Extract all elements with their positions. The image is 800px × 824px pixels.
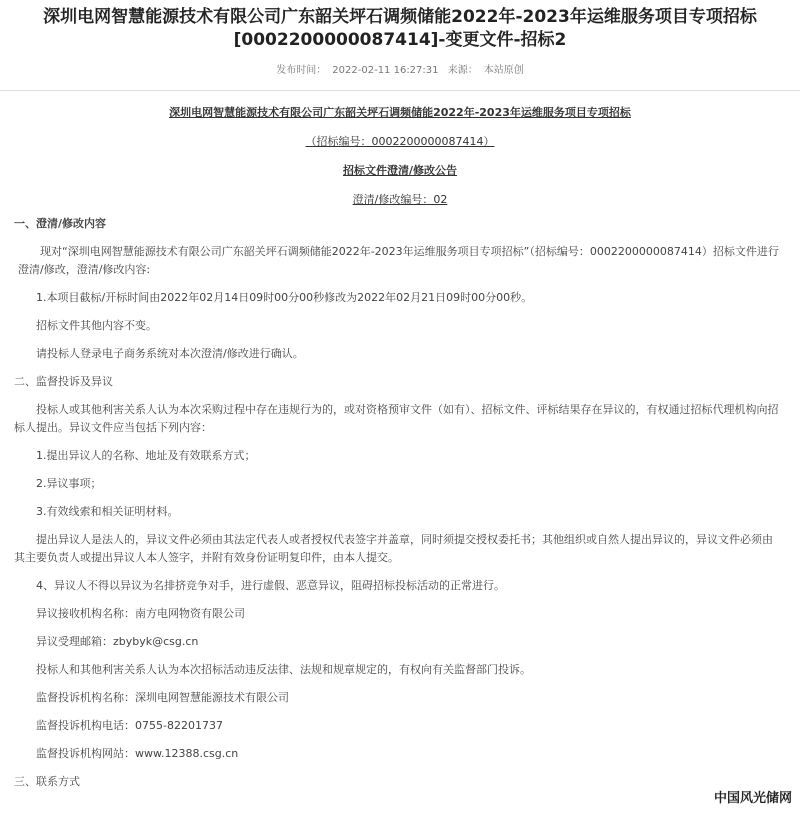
source-label: 来源： (447, 65, 478, 76)
section-2-item-3: 3.有效线索和相关证明材料。 (36, 505, 179, 518)
supervisor-name: 监督投诉机构名称：深圳电网智慧能源技术有限公司 (36, 691, 289, 704)
objection-email: 异议受理邮箱：zbybyk@csg.cn (36, 635, 199, 648)
section-2-paragraph-3: 投标人和其他利害关系人认为本次招标活动违反法律、法规和规章规定的，有权向有关监督部门投诉。 (36, 663, 531, 676)
clarify-number-line: 澄清/修改编号：02 (352, 193, 448, 206)
section-3-title: 三、联系方式 (14, 775, 80, 788)
page-title (14, 6, 786, 52)
meta-info (0, 64, 800, 78)
publish-time: 2022-02-11 16:27:31 (332, 65, 439, 76)
section-2-title: 二、监督投诉及异议 (14, 375, 113, 388)
doc-heading: 深圳电网智慧能源技术有限公司广东韶关坪石调频储能2022年-2023年运维服务项目专项招标 (169, 106, 631, 119)
objection-receiver: 异议接收机构名称：南方电网物资有限公司 (36, 607, 245, 620)
bid-number-line: （招标编号：0002200000087414） (305, 135, 495, 148)
section-1-item-1: 1.本项目截标/开标时间由2022年02月14日09时00分00秒修改为2022年02月21日09时00分00秒。 (36, 291, 533, 304)
supervisor-phone: 监督投诉机构电话：0755-82201737 (36, 719, 223, 732)
publish-label: 发布时间： (276, 65, 327, 76)
supervisor-website: 监督投诉机构网站：www.12388.csg.cn (36, 747, 239, 760)
site-watermark: 中国风光储网 (713, 791, 792, 806)
title-line-1: 深圳电网智慧能源技术有限公司广东韶关坪石调频储能2022年-2023年运维服务项目专项招标 (43, 7, 757, 27)
section-1-paragraph-2: 招标文件其他内容不变。 (36, 319, 157, 332)
section-2-paragraph-1: 投标人或其他利害关系人认为本次采购过程中存在违规行为的，或对资格预审文件（如有）、招标文件、评标结果存在异议的，有权通过招标代理机构向招标人提出。异议文件应当包括下列内容： (14, 403, 779, 434)
section-2-item-1: 1.提出异议人的名称、地址及有效联系方式； (36, 449, 256, 462)
source-value: 本站原创 (483, 65, 524, 76)
section-2-item-2: 2.异议事项； (36, 477, 102, 490)
section-1-title: 一、澄清/修改内容 (14, 217, 107, 230)
notice-title: 招标文件澄清/修改公告 (342, 164, 458, 177)
title-line-2: [0002200000087414]-变更文件-招标2 (233, 30, 567, 50)
section-1-paragraph-1: 现对“深圳电网智慧能源技术有限公司广东韶关坪石调频储能2022年-2023年运维服务项目专项招标”（招标编号：0002200000087414）招标文件进行澄清/修改，澄清/修改内容: (18, 245, 779, 276)
section-1-paragraph-3: 请投标人登录电子商务系统对本次澄清/修改进行确认。 (36, 347, 304, 360)
section-2-item-4: 4、异议人不得以异议为名排挤竞争对手，进行虚假、恶意异议，阻碍招标投标活动的正常进行。 (36, 579, 505, 592)
section-2-paragraph-2: 提出异议人是法人的，异议文件必须由其法定代表人或者授权代表签字并盖章，同时须提交授权委托书；其他组织或自然人提出异议的，异议文件必须由其主要负责人或提出异议人本人签字，并附有效身份证明复印件，由本人提交。 (14, 533, 773, 564)
divider (0, 90, 800, 91)
